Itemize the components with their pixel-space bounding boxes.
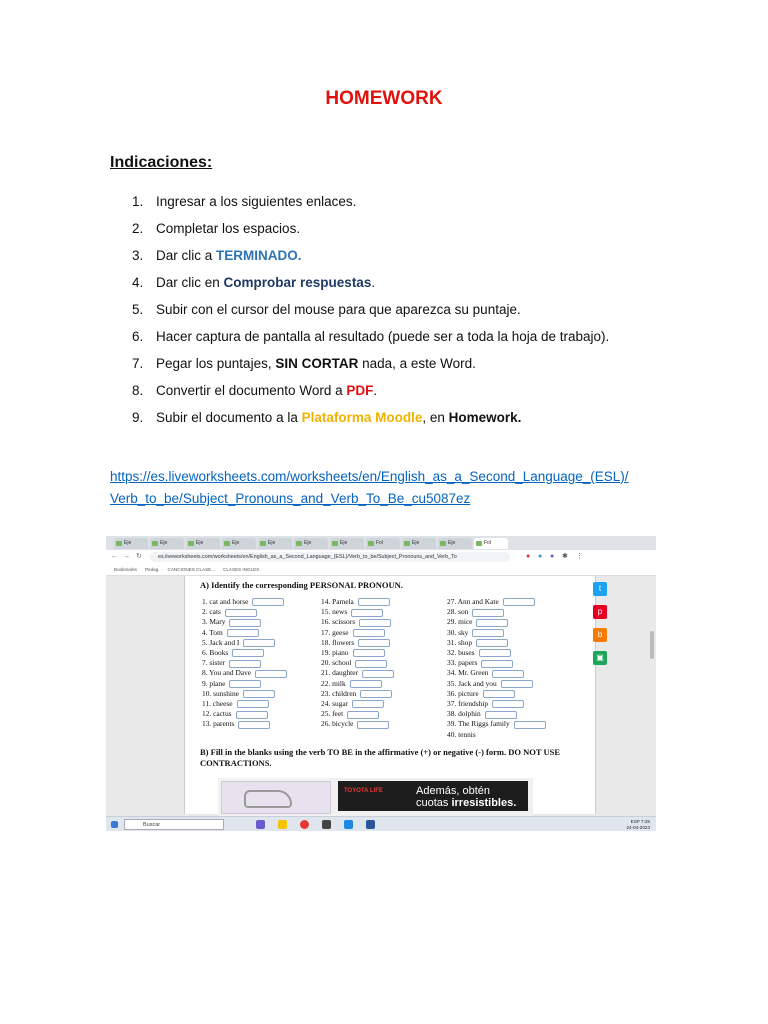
answer-box [479,649,511,657]
advertisement [218,778,533,816]
pronoun-item [202,689,287,699]
tab-label: Eje [196,540,204,546]
step-text: Completar los espacios. [156,221,301,236]
answer-box [514,721,546,729]
tab-favicon-icon [224,541,230,546]
pronoun-item-label: 34. Mr. Green [447,668,489,678]
bookmarks-bar [106,564,656,576]
pronoun-item [321,658,394,668]
ad-text [416,785,516,809]
step-text: Convertir el documento Word a [156,383,347,398]
pronoun-item-label: 3. Mary [202,617,226,627]
pronoun-item [202,709,287,719]
pronoun-item-label: 39. The Riggs family [447,719,510,729]
reload-icon: ↻ [136,553,142,560]
pronoun-item [447,719,546,729]
answer-box [237,700,269,708]
step-number: 2. [132,221,144,236]
ad-line-2-bold: irresistibles. [451,797,517,809]
answer-box [492,670,524,678]
step-text: Homework. [448,410,522,425]
answer-box [243,639,275,647]
step-text: , en [422,410,449,425]
pronoun-item [321,719,394,729]
answer-box [503,598,535,606]
answer-box [229,680,261,688]
pronoun-item-label: 28. son [447,607,469,617]
step-text: Dar clic en [156,275,224,290]
pronoun-item-label: 5. Jack and I [202,637,240,647]
pronoun-item-label: 35. Jack and you [447,678,497,688]
tab-favicon-icon [332,541,338,546]
answer-box [362,670,394,678]
pronoun-item-label: 12. cactus [202,709,232,719]
pronoun-item [447,689,546,699]
tab-label: Eje [340,540,348,546]
answer-box [359,619,391,627]
pronoun-item [202,597,287,607]
step-number: 1. [132,194,144,209]
answer-box [225,609,257,617]
step-number: 7. [132,356,144,371]
step-text: Ingresar a los siguientes enlaces. [156,194,357,209]
windows-taskbar [106,816,656,831]
tab-label: Eje [232,540,240,546]
tab-favicon-icon [260,541,266,546]
taskview-icon [256,820,265,829]
pronoun-item [447,617,546,627]
answer-box [232,649,264,657]
tab-favicon-icon [152,541,158,546]
answer-box [252,598,284,606]
pronoun-item-label: 11. cheese [202,699,233,709]
instruction-step [110,404,609,431]
answer-box [243,690,275,698]
answer-box [227,629,259,637]
tab-favicon-icon [188,541,194,546]
pronoun-item [202,668,287,678]
pronoun-item-label: 9. plane [202,678,226,688]
pronoun-item [321,648,394,658]
pronoun-item-label: 31. shop [447,637,473,647]
answer-box [476,619,508,627]
ad-line-2-plain: cuotas [416,797,452,809]
browser-tab [330,538,364,549]
browser-tab [474,538,508,549]
forward-icon: → [123,553,130,560]
pronoun-item-label: 40. tennis [447,729,476,739]
pronoun-item-label: 6. Books [202,648,229,658]
blogger-icon: b [593,628,607,642]
tab-label: Fol [376,540,383,546]
pronoun-item [202,628,287,638]
pronoun-item [202,617,287,627]
pronoun-item [321,617,394,627]
explorer-icon [278,820,287,829]
section-a-heading: A) Identify the corresponding PERSONAL PRONOUN. [200,580,403,590]
embedded-screenshot [106,536,656,831]
twitter-icon: t [593,582,607,596]
pronoun-item-label: 25. feet [321,709,344,719]
pronoun-item [321,638,394,648]
step-text: Dar clic a [156,248,217,263]
pronoun-item [321,668,394,678]
car-icon [244,790,292,808]
pronoun-column-1 [202,597,287,730]
step-number: 9. [132,410,144,425]
pronoun-item-label: 13. parents [202,719,235,729]
pronoun-item [447,668,546,678]
tray-date: 24-04-2023 [626,824,650,830]
pronoun-item-label: 15. news [321,607,348,617]
tray-language: ESP [630,819,640,824]
browser-tab [402,538,436,549]
browser-tab [258,538,292,549]
pronoun-item [202,607,287,617]
browser-tab-strip [106,536,656,550]
step-number: 5. [132,302,144,317]
pronoun-item-label: 27. Ann and Kate [447,597,499,606]
pronoun-item-label: 16. scissors [321,617,356,627]
step-text: TERMINADO [216,248,298,263]
bookmark-item: CLASES INGLES [223,567,260,572]
pronoun-item [321,597,394,607]
pronoun-item-label: 10. sunshine [202,688,239,698]
step-number: 3. [132,248,144,263]
answer-box [358,598,390,606]
browser-tab [150,538,184,549]
answer-box [353,649,385,657]
tab-label: Eje [124,540,132,546]
answer-box [347,711,379,719]
pronoun-column-3 [447,597,546,740]
pronoun-item [321,699,394,709]
answer-box [238,721,270,729]
browser-tab [222,538,256,549]
pronoun-item [202,658,287,668]
answer-box [483,690,515,698]
pronoun-item [202,638,287,648]
tab-favicon-icon [404,541,410,546]
tab-favicon-icon [296,541,302,546]
step-text: . [297,248,302,263]
pronoun-item [202,699,287,709]
pronoun-item-label: 21. daughter [321,668,358,678]
step-text: nada, a este Word. [358,356,476,371]
pronoun-item-label: 38. dolphin [447,709,481,719]
answer-box [472,629,504,637]
tab-label: Eje [412,540,420,546]
pronoun-column-2 [321,597,394,730]
step-number: 6. [132,329,144,344]
instruction-step [110,242,609,269]
pronoun-item [202,679,287,689]
pronoun-item-label: 18. flowers [321,637,355,647]
bookmark-item: CANCIONES CLASE... [167,567,216,572]
answer-box [360,690,392,698]
instruction-step [110,323,609,350]
pronoun-item-label: 20. school [321,658,352,668]
pronoun-item-label: 14. Pamela [321,597,354,606]
pronoun-item-label: 22. milk [321,678,346,688]
step-text: Comprobar respuestas [223,275,372,290]
back-icon: ← [111,553,118,560]
answer-box [352,700,384,708]
worksheet-link-line-1[interactable]: https://es.liveworksheets.com/worksheets/en/English_as_a_Second_Language_(ESL)/ [110,469,629,484]
answer-box [255,670,287,678]
bookmark-item: Pedag. [144,567,160,572]
chrome-icon [300,820,309,829]
bookmark-item: Bookmarks [114,567,137,572]
answer-box [358,639,390,647]
classroom-icon: ▣ [593,651,607,665]
answer-box [472,609,504,617]
step-text: Hacer captura de pantalla al resultado (puede ser a toda la hoja de trabajo). [156,329,610,344]
document-title: HOMEWORK [325,88,443,109]
tab-favicon-icon [116,541,122,546]
pronoun-item-label: 24. sugar [321,699,349,709]
pronoun-item-label: 4. Tom [202,627,223,637]
answer-box [485,711,517,719]
tab-label: Eje [268,540,276,546]
pronoun-item [202,648,287,658]
windows-start-icon [111,821,118,828]
scrollbar [650,631,654,659]
tab-label: Fol [484,540,491,546]
pronoun-item-label: 17. geese [321,627,349,637]
menu-icon: ⋮ [576,553,583,560]
pronoun-item-label: 30. sky [447,627,469,637]
pronoun-item-label: 29. mice [447,617,473,627]
browser-tab [186,538,220,549]
app-icon [322,820,331,829]
pronoun-item-label: 26. bicycle [321,719,354,729]
instruction-step [110,269,609,296]
section-b-heading: B) Fill in the blanks using the verb TO BE in the affirmative (+) or negative (-) form. DO NOT USE CONTRACTIONS. [200,747,561,768]
answer-box [229,660,261,668]
pronoun-item-label: 23. children [321,688,357,698]
pinterest-icon: p [593,605,607,619]
answer-box [229,619,261,627]
ad-line-1: Además, obtén [416,785,490,797]
pronoun-item [447,709,546,719]
browser-address-bar [106,550,656,564]
step-text: Pegar los puntajes, [156,356,276,371]
word-icon [366,820,375,829]
extension-icon: ● [526,553,531,560]
extension-icon: ● [538,553,543,560]
ad-banner [338,781,528,811]
pronoun-item [447,638,546,648]
pronoun-item [447,597,546,607]
instruction-step [110,296,609,323]
step-number: 8. [132,383,144,398]
tab-label: Eje [448,540,456,546]
answer-box [501,680,533,688]
browser-tab [294,538,328,549]
instruction-step [110,215,609,242]
ad-line-2 [416,797,516,809]
tab-label: Eje [304,540,312,546]
tab-favicon-icon [440,541,446,546]
step-text: Subir con el cursor del mouse para que aparezca su puntaje. [156,302,521,317]
pronoun-item [447,730,546,740]
tab-favicon-icon [368,541,374,546]
worksheet-link[interactable] [110,466,665,510]
pronoun-item [447,648,546,658]
step-text: Subir el documento a la [156,410,302,425]
pronoun-item [447,679,546,689]
app-icon [344,820,353,829]
pronoun-item [202,719,287,729]
pronoun-item [447,699,546,709]
tray-time: 7:25 [641,819,650,824]
address-url: es.liveworksheets.com/worksheets/en/English_as_a_Second_Language_(ESL)/Verb_to_be/Subject_Pronouns_and_Verb_To [150,552,510,562]
tab-label: Eje [160,540,168,546]
pronoun-item [447,658,546,668]
step-number: 4. [132,275,144,290]
system-tray [627,819,651,830]
pronoun-item [447,607,546,617]
pronoun-item [321,607,394,617]
instruction-step [110,350,609,377]
answer-box [351,609,383,617]
pronoun-item [321,709,394,719]
answer-box [476,639,508,647]
answer-box [481,660,513,668]
pronoun-item [321,679,394,689]
instructions-list [110,188,609,431]
browser-tab [114,538,148,549]
step-text: . [371,275,376,290]
answer-box [492,700,524,708]
answer-box [357,721,389,729]
answer-box [355,660,387,668]
pronoun-item-label: 1. cat and horse [202,597,249,606]
pronoun-item-label: 36. picture [447,688,479,698]
puzzle-icon: ✱ [562,553,568,560]
instruction-step [110,188,609,215]
ad-brand: TOYOTA LIFE [344,788,383,794]
pronoun-item-label: 2. cats [202,607,221,617]
ad-image [221,781,331,814]
pronoun-item-label: 8. You and Dave [202,668,252,678]
step-text: PDF [346,383,374,398]
extension-icon: ● [550,553,555,560]
pronoun-item-label: 32. buses [447,648,475,658]
browser-tab [438,538,472,549]
pronoun-item [321,628,394,638]
worksheet-link-line-2[interactable]: Verb_to_be/Subject_Pronouns_and_Verb_To_Be_cu5087ez [110,491,471,506]
pronoun-item-label: 33. papers [447,658,478,668]
pronoun-item [447,628,546,638]
instructions-heading: Indicaciones: [110,154,213,171]
tab-favicon-icon [476,541,482,546]
step-text: Plataforma Moodle [301,410,423,425]
pronoun-item-label: 37. friendship [447,699,489,709]
taskbar-search: Buscar [124,819,224,830]
pronoun-item-label: 7. sister [202,658,225,668]
answer-box [353,629,385,637]
pronoun-item [321,689,394,699]
pronoun-item-label: 19. piano [321,648,349,658]
answer-box [236,711,268,719]
step-text: SIN CORTAR [275,356,359,371]
browser-tab [366,538,400,549]
answer-box [350,680,382,688]
instruction-step [110,377,609,404]
step-text: . [373,383,378,398]
